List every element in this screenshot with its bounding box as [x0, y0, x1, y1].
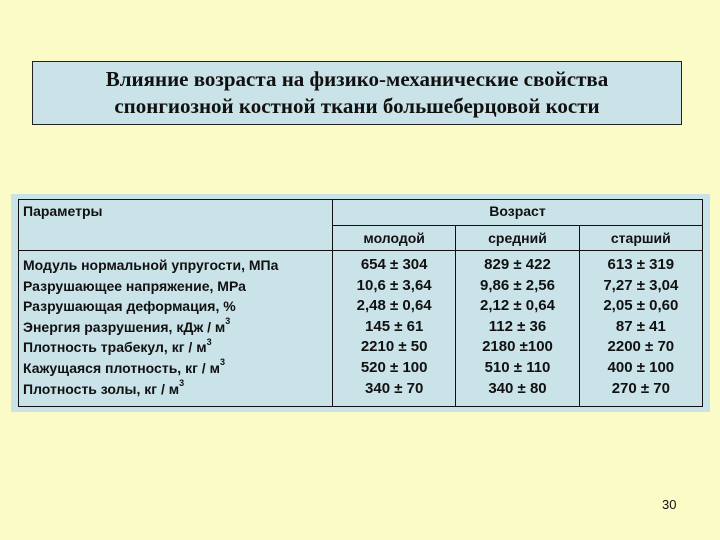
- parameter-label: Плотность трабекул, кг / $м^3$: [23, 336, 212, 356]
- value-cell-old: 2200 ± 70: [607, 338, 675, 356]
- value-cell-young: 2210 ± 50: [360, 338, 428, 356]
- value-cell-middle: 510 ± 110: [484, 358, 551, 376]
- value-cell-old: 613 ± 319: [607, 256, 675, 273]
- unit-exponent: 3: [225, 316, 231, 327]
- parameter-label: Кажущаяся плотность, кг / $м^3$: [23, 357, 225, 376]
- header-age-old: старший: [579, 226, 702, 251]
- header-age-middle: средний: [456, 226, 579, 251]
- value-cell-young: 10,6 ± 3,64: [356, 276, 432, 294]
- value-cell-middle: 340 ± 80: [488, 379, 547, 397]
- parameter-label: Разрушающее напряжение, МРа: [23, 277, 246, 294]
- old-values-column: [579, 251, 702, 407]
- header-age-young: молодой: [333, 226, 456, 251]
- properties-table: [18, 199, 703, 407]
- slide-title-line-1: Влияние возраста на физико-механические свойства: [105, 67, 609, 91]
- unit-exponent: 3: [179, 377, 185, 388]
- value-cell-old: 87 ± 41: [615, 317, 666, 335]
- value-cell-middle: 112 ± 36: [488, 317, 547, 335]
- properties-table-panel: [11, 194, 710, 412]
- value-cell-old: 400 ± 100: [607, 358, 675, 376]
- slide-title-line-2: спонгиозной костной ткани большеберцовой кости: [114, 94, 600, 118]
- value-cell-old: 7,27 ± 3,04: [603, 276, 679, 294]
- page-number: 30: [662, 497, 677, 512]
- value-cell-middle: 829 ± 422: [484, 256, 551, 273]
- unit-exponent: 3: [206, 336, 212, 347]
- middle-values-column: [456, 251, 579, 407]
- header-age: Возраст: [333, 200, 703, 226]
- value-cell-young: 2,48 ± 0,64: [356, 297, 432, 315]
- header-parameters: Параметры: [19, 200, 333, 251]
- parameters-column: [19, 251, 333, 407]
- young-values-column: [333, 251, 456, 407]
- value-cell-young: 145 ± 61: [365, 317, 424, 335]
- unit-exponent: 3: [219, 357, 225, 368]
- value-cell-young: 340 ± 70: [365, 379, 424, 397]
- value-cell-young: 520 ± 100: [360, 358, 428, 376]
- value-cell-middle: 9,86 ± 2,56: [480, 276, 555, 294]
- parameter-label: Энергия разрушения, кДж / $м^3$: [23, 316, 231, 335]
- value-cell-old: 270 ± 70: [611, 379, 670, 397]
- value-cell-young: 654 ± 304: [360, 256, 428, 273]
- parameter-label: Модуль нормальной упругости, МПа: [23, 257, 279, 273]
- value-cell-middle: 2180 ±100: [482, 338, 553, 356]
- parameter-label: Плотность золы, кг / $м^3$: [23, 377, 185, 397]
- slide-title: [32, 61, 682, 125]
- value-cell-middle: 2,12 ± 0,64: [480, 297, 555, 315]
- value-cell-old: 2,05 ± 0,60: [603, 297, 679, 315]
- parameter-label: Разрушающая деформация, %: [23, 298, 236, 315]
